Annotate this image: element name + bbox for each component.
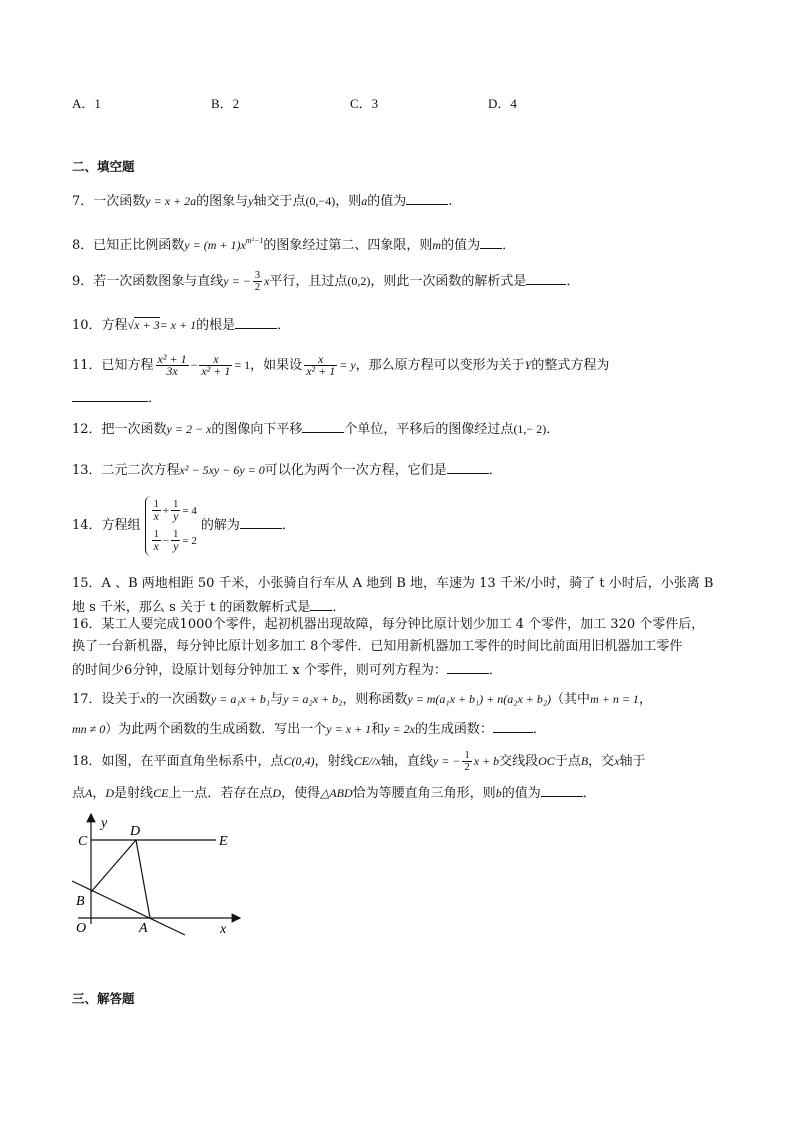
answer-blank[interactable]	[493, 719, 533, 733]
answer-blank[interactable]	[447, 460, 489, 474]
sqrt-sign: √	[127, 318, 135, 332]
question-18-line-2: 点A，D是射线CE上一点．若存在点D，使得△ABD恰为等腰直角三角形，则b的值为 ．	[72, 783, 596, 803]
answer-blank[interactable]	[310, 597, 332, 611]
question-17-line-2: mn ≠ 0）为此两个函数的生成函数．写出一个y = x + 1和y = 2x的生成函数： ．	[72, 719, 546, 739]
question-18-line-1: 18．如图，在平面直角坐标系中，点C(0,4)，射线CE//x轴，直线y = − $\frac{1}{2}$ x + b交线段OC于点B，交x轴于	[72, 750, 646, 773]
label-d: D	[130, 824, 141, 839]
section-heading-answer: 三、解答题	[72, 991, 135, 1006]
fraction: $\frac{3}{2}$	[254, 270, 261, 293]
answer-blank[interactable]	[235, 315, 277, 329]
question-15-line-2: 地 s 千米，那么 s 关于 t 的函数解析式是 ．	[72, 597, 345, 617]
answer-blank[interactable]	[302, 419, 344, 433]
question-16-line-2: 换了一台新机器，每分钟比原计划多加工 8个零件．已知用新机器加工零件的时间比前面用旧机器加工零件	[72, 639, 683, 654]
segment-da	[136, 840, 150, 918]
section-heading-fill-in: 二、填空题	[72, 159, 135, 174]
label-b: B	[76, 894, 85, 909]
line-ab	[72, 881, 185, 935]
question-9: 9．若一次函数图象与直线y = − $\frac{3}{2}$ x平行，且过点(0,2)，则此一次函数的解析式是 ．	[72, 270, 580, 293]
question-12: 12．把一次函数y = 2 − x的图像向下平移 个单位，平移后的图像经过点(1,− 2)．	[72, 419, 559, 439]
question-13: 13．二元二次方程x² − 5xy − 6y = 0可以化为两个一次方程，它们是 ．	[72, 460, 502, 480]
radicand: x + 3	[134, 318, 160, 332]
question-7: 7．一次函数y = x + 2a的图象与y轴交于点(0,−4)，则a的值为 .	[72, 191, 452, 211]
question-11: 11．已知方程 $\frac{\text{x² + 1}}{3x}$ − $\frac{x}{\text{x² + 1}}$ = 1，如果设 $\frac{x}{\text{x² + 1}}$ = y，那么原方程可以变形为关于Y的整式方程为	[72, 352, 610, 378]
question-8: 8．已知正比例函数$y = (m + 1)x^{m^2-1}$的图象经过第二、四象限，则m的值为 ．	[72, 236, 516, 253]
choice-a: A．1	[72, 96, 101, 111]
question-10: 10．方程√x + 3= x + 1的根是 ．	[72, 315, 290, 335]
question-16-line-1: 16．某工人要完成1000个零件，起初机器出现故障，每分钟比原计划少加工 4 个零件，加工 320 个零件后，	[72, 617, 705, 632]
question-16-line-3: 的时间少6分钟，设原计划每分钟加工 x 个零件，则可列方程为： ．	[72, 660, 502, 680]
choice-d: D．4	[488, 96, 517, 111]
label-e: E	[219, 834, 228, 849]
label-a: A	[139, 921, 148, 936]
choice-c: C．3	[350, 96, 379, 111]
answer-blank[interactable]	[406, 191, 448, 205]
label-o: O	[76, 921, 87, 936]
answer-blank[interactable]	[240, 515, 282, 529]
formula: y = x + 2a	[145, 194, 197, 208]
question-17-line-1: 17．设关于x的一次函数y = a₁x + b₁与y = a₂x + b₂，则称函数y = m(a₁x + b₁) + n(a₂x + b₂)（其中m + n = 1，	[72, 692, 652, 707]
segment-bd	[91, 840, 136, 892]
answer-blank[interactable]	[526, 271, 566, 285]
label-y: y	[101, 816, 108, 831]
answer-blank[interactable]	[72, 388, 148, 402]
question-11-answer-line: ．	[72, 388, 161, 408]
coordinate-figure	[70, 808, 250, 943]
question-14: 14．方程组 $\frac{1}{x}$ + $\frac{1}{y}$ = 4 $\frac{1}{x}$ − $\frac{1}{y}$ = 2 的解为 ．	[72, 493, 295, 559]
question-15-line-1: 15．A 、B 两地相距 50 千米，小张骑自行车从 A 地到 B 地，车速为 13 千米/小时，骑了 t 小时后，小张离 B	[72, 576, 714, 591]
label-x: x	[220, 922, 227, 937]
label-c: C	[78, 834, 88, 849]
equation-system: $\frac{1}{x}$ + $\frac{1}{y}$ = 4 $\frac{1}{x}$ − $\frac{1}{y}$ = 2	[145, 496, 197, 556]
answer-blank[interactable]	[447, 660, 489, 674]
answer-blank[interactable]	[541, 783, 583, 797]
choice-b: B．2	[211, 96, 240, 111]
answer-blank[interactable]	[480, 235, 502, 249]
